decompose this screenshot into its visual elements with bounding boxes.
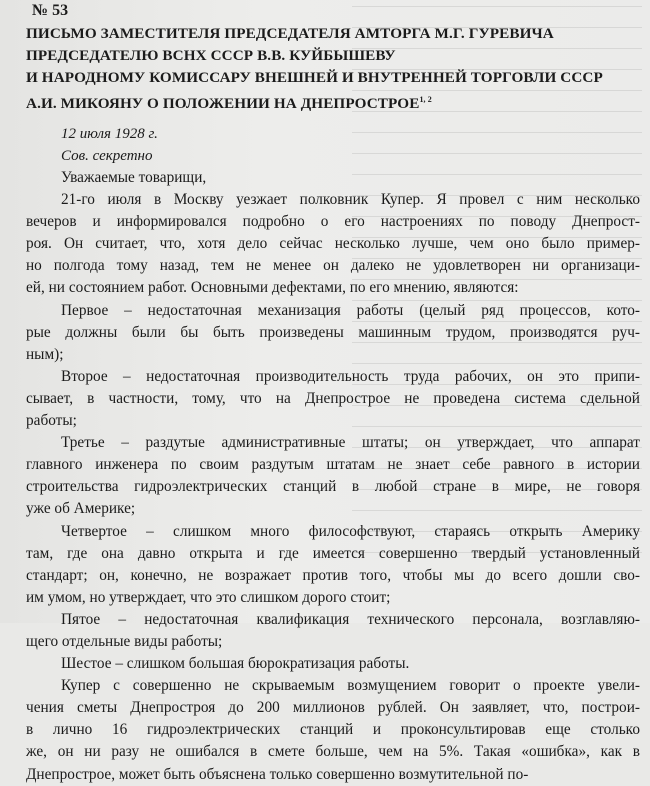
document-number: № 53 [32, 2, 69, 19]
text-line: щего отдельные виды работы; [26, 632, 223, 650]
title-line: ПИСЬМО ЗАМЕСТИТЕЛЯ ПРЕДСЕДАТЕЛЯ АМТОРГА М.Г. ГУРЕВИЧА [26, 25, 554, 42]
text-line: Днепрострое, может быть объяснена только совершенно возмутительной по- [26, 765, 529, 783]
document-date: 12 июля 1928 г. [61, 126, 158, 142]
paragraph [26, 653, 640, 675]
text-line: им умом, но утверждает, что это слишком дорого стоит; [26, 588, 391, 606]
secrecy-stamp: Сов. секретно [61, 148, 153, 164]
text-line: ей, ни состоянием работ. Основными дефектами, по его мнению, являются: [26, 279, 519, 297]
text-line: там, где она давно открыта и где имеется совершенно твердый установленный [26, 544, 640, 562]
paragraph [26, 521, 640, 609]
document-title [26, 23, 640, 115]
text-line: Первое – недостаточная механизация работы (целый ряд процессов, кото- [61, 301, 640, 319]
text-line: вечеров и информировался подробно о его настроениях по поводу Днепрост- [26, 213, 640, 231]
text-line: но полгода тому назад, тем не менее он далеко не удовлетворен ни организаци- [26, 257, 640, 275]
text-line: же, он ни разу не ошибался в смете больше, чем на 5%. Такая «ошибка», как в [26, 743, 640, 761]
title-line-text: А.И. МИКОЯНУ О ПОЛОЖЕНИИ НА ДНЕПРОСТРОЕ [26, 95, 420, 112]
text-line: Второе – недостаточная производительность труда рабочих, он это припи- [61, 367, 640, 385]
text-line: ным); [26, 345, 64, 363]
title-line: И НАРОДНОМУ КОМИССАРУ ВНЕШНЕЙ И ВНУТРЕННЕЙ ТОРГОВЛИ СССР [26, 69, 603, 86]
document-content [26, 0, 640, 786]
text-line: сывает, в частности, тому, что на Днепрострое не проведена система сдельной [26, 389, 640, 407]
text-line: в лично 16 гидроэлектрических станций и проконсультировав еще столько [26, 721, 640, 739]
text-line: чения сметы Днепростроя до 200 миллионов рублей. Он заявляет, что, построи- [26, 699, 640, 717]
text-line: рые должны были бы быть произведены машинным трудом, производятся руч- [26, 323, 640, 341]
text-line: главного инженера по своим раздутым штатам не знает себе равного в истории [26, 456, 640, 474]
text-line: работы; [26, 412, 77, 430]
paragraph [26, 366, 640, 432]
text-line: Пятое – недостаточная квалификация технического персонала, возглавляю- [61, 610, 640, 628]
text-line: строительства гидроэлектрических станций в любой стране в мире, не говоря [26, 478, 640, 496]
text-line: Купер с совершенно не скрываемым возмущением говорит о проекте увели- [61, 677, 640, 695]
letter-body [26, 189, 640, 786]
text-line: роя. Он считает, что, хотя дело сейчас несколько лучше, чем оно было пример- [26, 235, 640, 253]
paragraph [26, 432, 640, 520]
text-line: Третье – раздутые административные штаты; он утверждает, что аппарат [61, 434, 640, 452]
greeting: Уважаемые товарищи, [61, 169, 207, 186]
title-line [26, 89, 640, 115]
footnote-marks: 1, 2 [419, 95, 432, 104]
text-line: 21-го июля в Москву уезжает полковник Купер. Я провел с ним несколько [61, 191, 640, 209]
text-line: стандарт; он, конечно, не возражает против того, чтобы мы до всего дошли сво- [26, 566, 640, 584]
document-meta [26, 123, 640, 167]
paragraph [26, 675, 640, 785]
title-line: ПРЕДСЕДАТЕЛЮ ВСНХ СССР В.В. КУЙБЫШЕВУ [26, 47, 396, 64]
paragraph [26, 609, 640, 653]
text-line: уже об Америке; [26, 500, 136, 518]
text-line: Шестое – слишком большая бюрократизация работы. [61, 655, 410, 673]
paragraph [26, 300, 640, 366]
text-line: Четвертое – слишком много философствуют, стараясь открыть Америку [61, 522, 640, 540]
paragraph [26, 189, 640, 299]
